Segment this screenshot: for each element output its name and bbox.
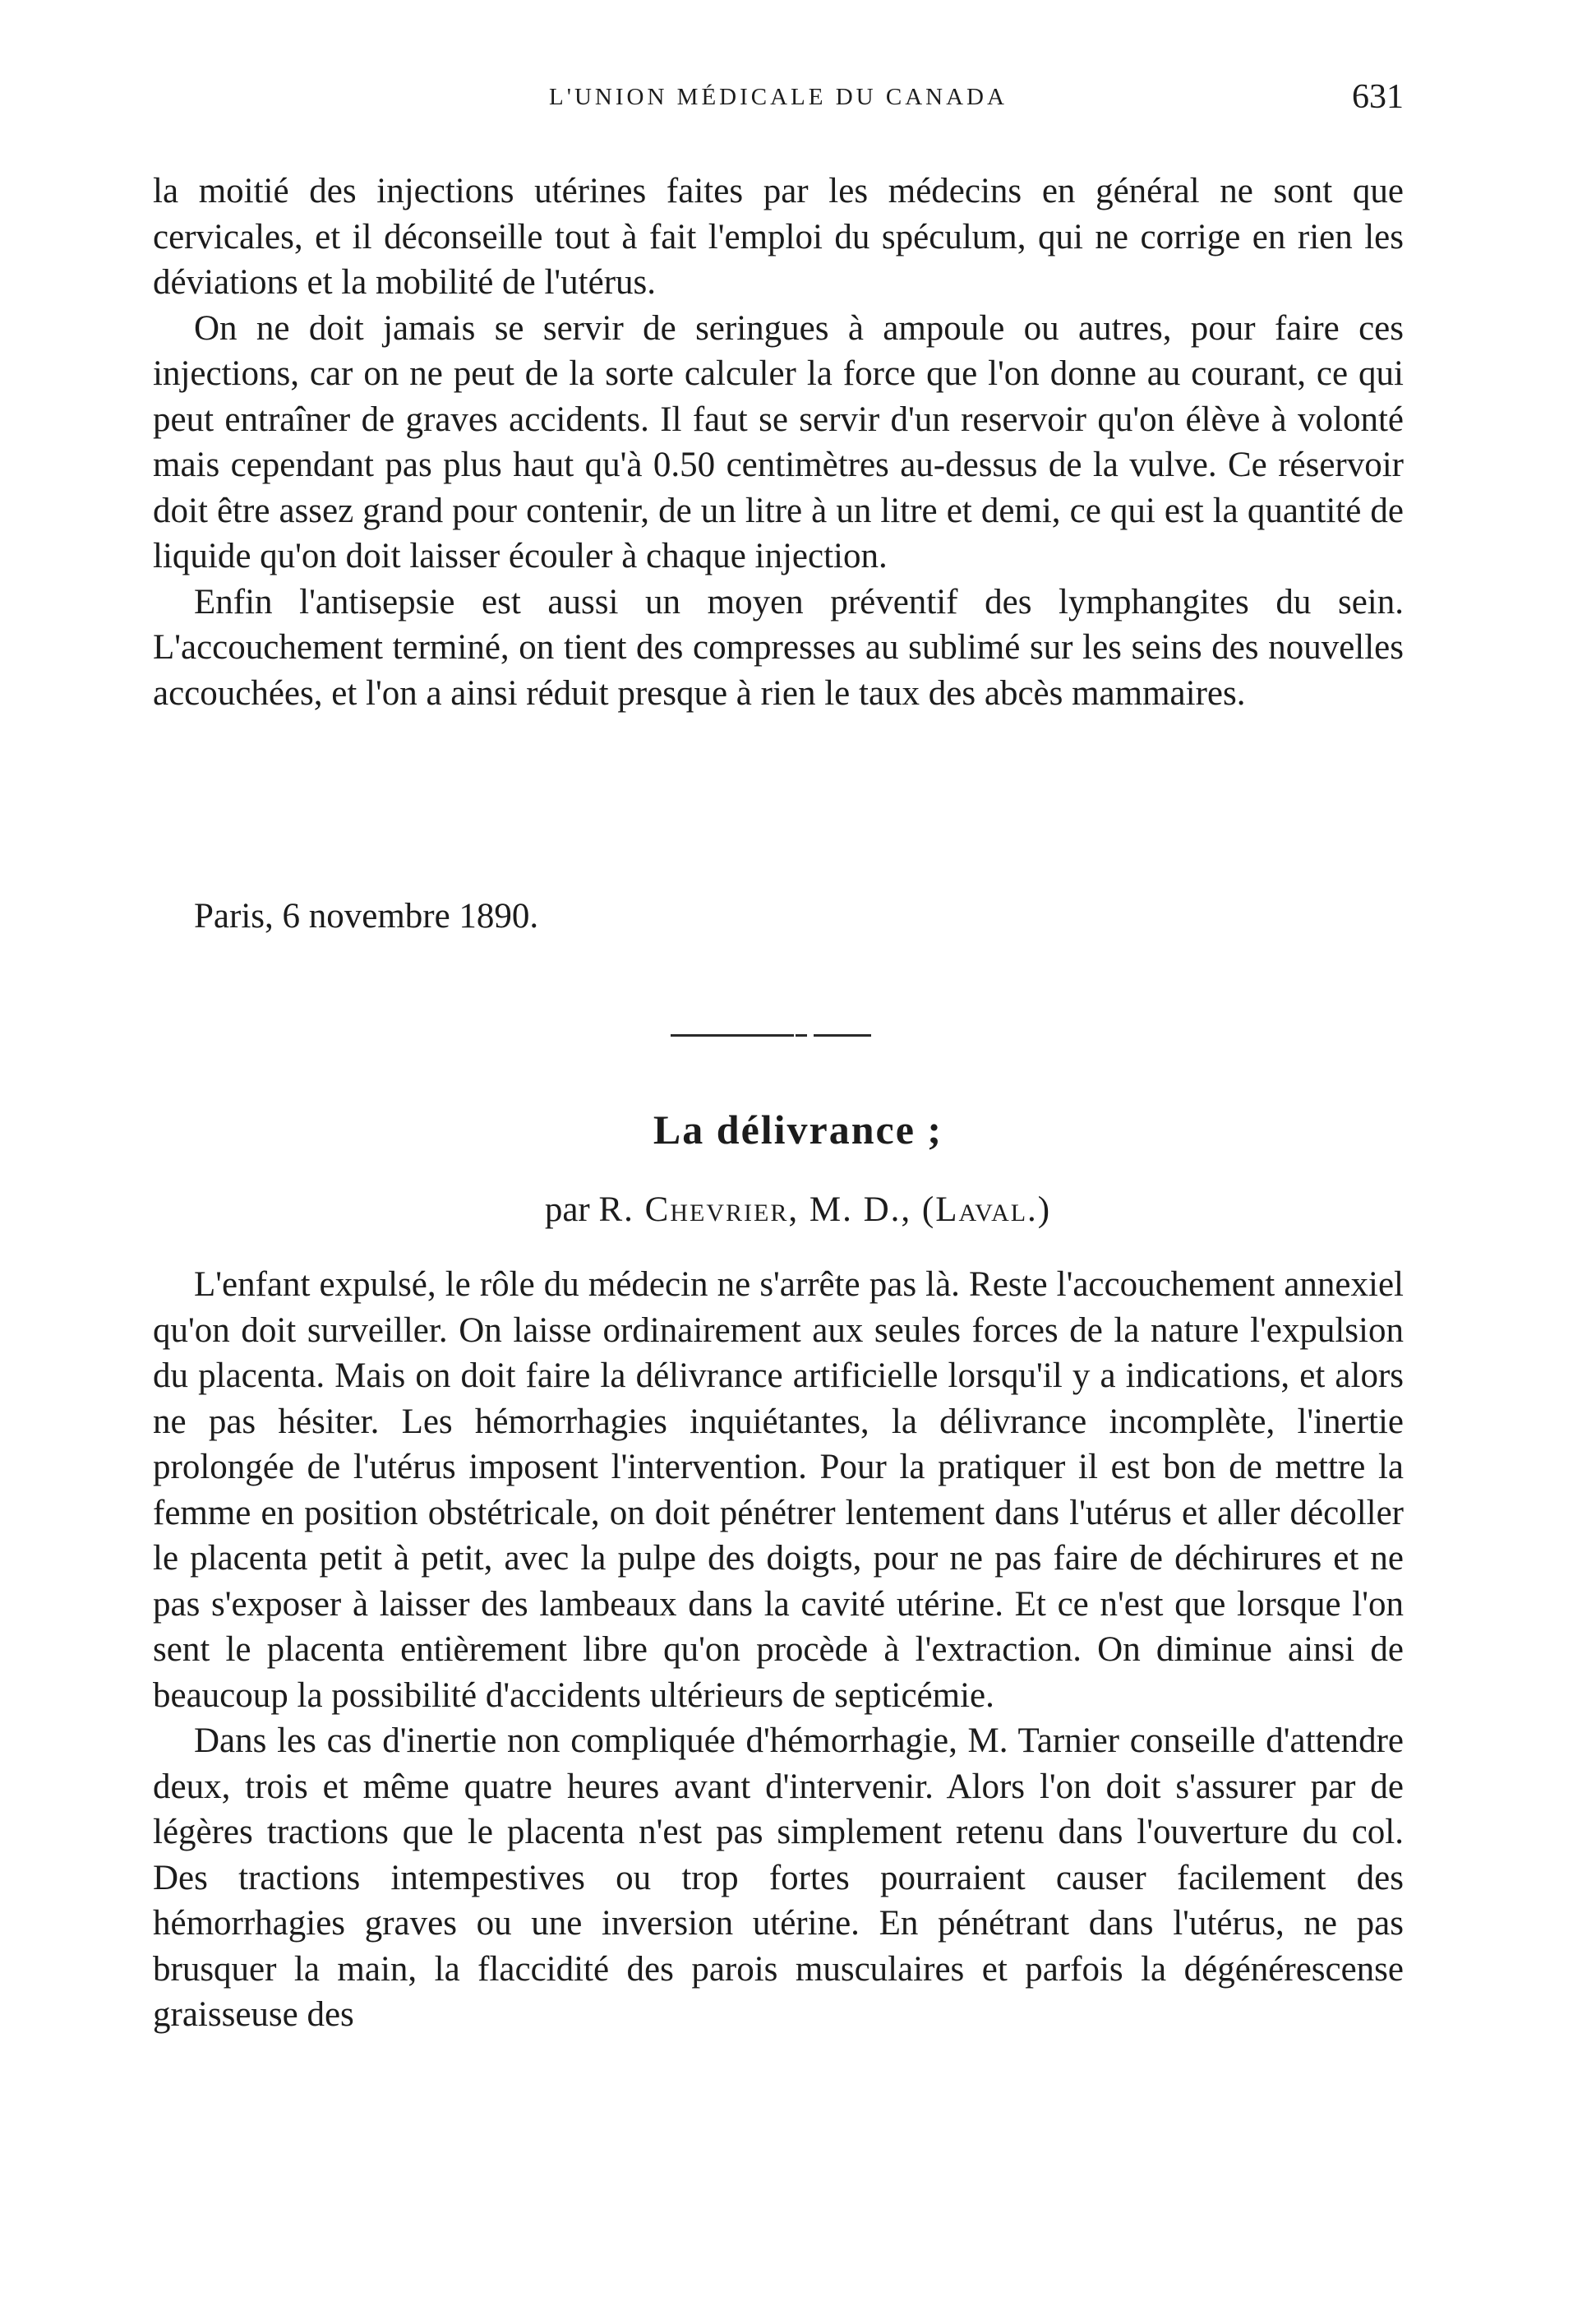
section-divider <box>671 1034 794 1037</box>
article-body <box>153 1262 1404 2038</box>
byline-prefix: par <box>544 1190 590 1229</box>
journal-title: L'UNION MÉDICALE DU CANADA <box>549 84 1008 110</box>
paragraph: L'enfant expulsé, le rôle du médecin ne s'arrête pas là. Reste l'accouchement annexiel qu'on doit surveiller. On laisse ordinairement aux seules forces de la nature l'expulsion du placenta. Mais on doit faire la délivrance artificielle lorsqu'il y a indications, et alors ne pas hésiter. Les hémorrhagies inquiétantes, la délivrance incomplète, l'inertie prolongée de l'utérus imposent l'intervention. Pour la pratiquer il est bon de mettre la femme en position obstétricale, on doit pénétrer lentement dans l'utérus et aller décoller le placenta petit à petit, avec la pulpe des doigts, pour ne pas faire de déchirures et ne pas s'exposer à laisser des lambeaux dans la cavité utérine. Et ce n'est que lorsque l'on sent le placenta entièrement libre qu'on procède à l'extraction. On diminue ainsi de beaucoup la possibilité d'accidents ultérieurs de septicémie. <box>153 1265 1404 1715</box>
paragraph: la moitié des injections utérines faites par les médecins en général ne sont que cervicales, et il déconseille tout à fait l'emploi du spéculum, qui ne corrige en rien les déviations et la mobilité de l'utérus. <box>153 172 1404 302</box>
section-divider <box>814 1034 871 1037</box>
page-number: 631 <box>1352 78 1404 116</box>
article-title: La délivrance ; <box>653 1107 943 1153</box>
section-divider <box>796 1034 807 1037</box>
paragraph: Enfin l'antisepsie est aussi un moyen préventif des lymphangites du sein. L'accouchement terminé, on tient des compresses au sublimé sur les seins des nouvelles accouchées, et l'on a ainsi réduit presque à rien le taux des abcès mammaires. <box>153 582 1404 713</box>
byline-author: R. Chevrier, M. D., (Laval.) <box>598 1190 1052 1229</box>
running-header <box>153 78 1404 125</box>
paragraph: On ne doit jamais se servir de seringues à ampoule ou autres, pour faire ces injections, car on ne peut de la sorte calculer la force que l'on donne au courant, ce qui peut entraîner de graves accidents. Il faut se servir d'un reservoir qu'on élève à volonté mais cependant pas plus haut qu'à 0.50 centimètres au-dessus de la vulve. Ce réservoir doit être assez grand pour contenir, de un litre à un litre et demi, ce qui est la quantité de liquide qu'on doit laisser écouler à chaque injection. <box>153 308 1404 575</box>
dateline: Paris, 6 novembre 1890. <box>194 897 539 936</box>
byline <box>0 1190 1596 1230</box>
continued-text <box>153 169 1404 716</box>
paragraph: Dans les cas d'inertie non compliquée d'hémorrhagie, M. Tarnier conseille d'attendre deux, trois et même quatre heures avant d'intervenir. Alors l'on doit s'assurer par de légères tractions que le placenta n'est pas simplement retenu dans l'ouverture du col. Des tractions intempestives ou trop fortes pourraient causer facilement des hémorrhagies graves ou une inversion utérine. En pénétrant dans l'utérus, ne pas brusquer la main, la flaccidité des parois musculaires et parfois la dégénérescense graisseuse des <box>153 1721 1404 2034</box>
